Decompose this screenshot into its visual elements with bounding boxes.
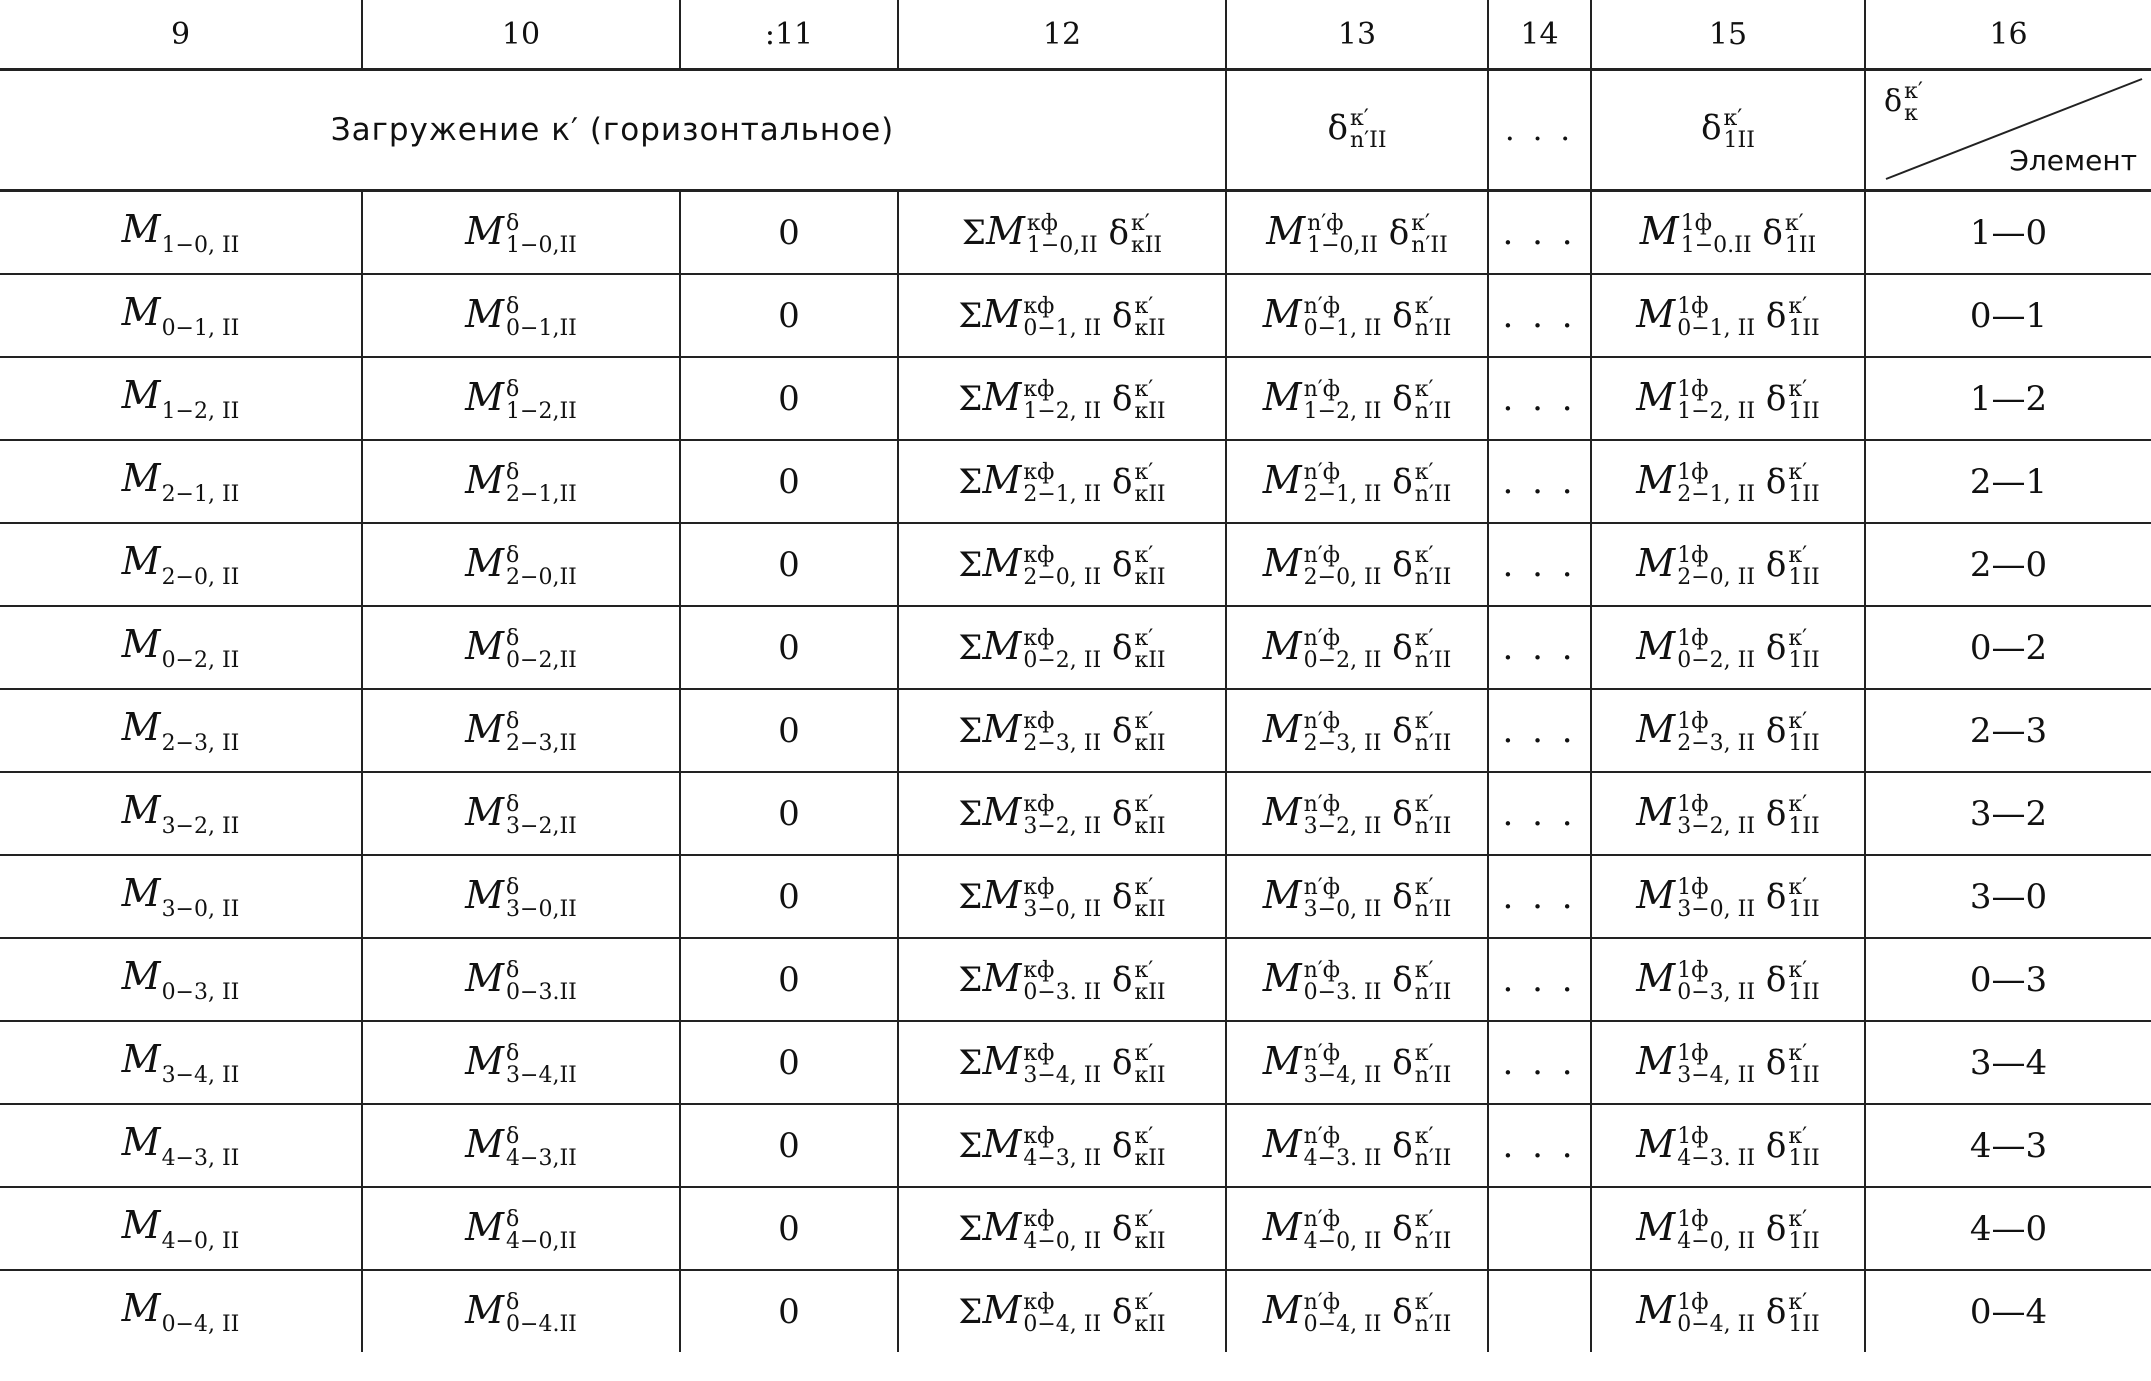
col-number-15: 15 xyxy=(1591,0,1865,70)
cell-ellipsis xyxy=(1488,1187,1591,1270)
cell-product-1: M 1ф 0−3, II δ к′ 1II xyxy=(1591,938,1865,1021)
cell-sum-product: ΣM кф 0−4, II δ к′ кII xyxy=(898,1270,1226,1352)
cell-product-n: M n′ф 0−2, II δ к′ n′II xyxy=(1226,606,1488,689)
cell-moment: $M_{1-0, II}$ xyxy=(0,191,362,275)
cell-zero: 0 xyxy=(680,1104,898,1187)
header-delta-col15: δ к′ 1II xyxy=(1591,70,1865,191)
cell-moment-delta: M δ 0−2,II xyxy=(362,606,680,689)
table-row xyxy=(0,523,2151,606)
cell-sum-product: ΣM кф 1−2, II δ к′ кII xyxy=(898,357,1226,440)
column-number-row xyxy=(0,0,2151,70)
cell-zero: 0 xyxy=(680,523,898,606)
cell-zero: 0 xyxy=(680,606,898,689)
cell-moment-delta: M δ 2−3,II xyxy=(362,689,680,772)
cell-element: 0—4 xyxy=(1865,1270,2151,1352)
cell-moment-delta: M δ 3−2,II xyxy=(362,772,680,855)
corner-delta: δ к′ к xyxy=(1884,79,1923,126)
cell-product-1: M 1ф 3−2, II δ к′ 1II xyxy=(1591,772,1865,855)
cell-moment-delta: M δ 3−4,II xyxy=(362,1021,680,1104)
cell-sum-product: ΣM кф 0−3. II δ к′ кII xyxy=(898,938,1226,1021)
cell-product-n: M n′ф 0−3. II δ к′ n′II xyxy=(1226,938,1488,1021)
cell-moment: $M_{4-0, II}$ xyxy=(0,1187,362,1270)
cell-product-n: M n′ф 3−0, II δ к′ n′II xyxy=(1226,855,1488,938)
cell-sum-product: ΣM кф 2−3, II δ к′ кII xyxy=(898,689,1226,772)
cell-product-n: M n′ф 3−2, II δ к′ n′II xyxy=(1226,772,1488,855)
cell-product-1: M 1ф 1−0.II δ к′ 1II xyxy=(1591,191,1865,275)
cell-ellipsis: . . . xyxy=(1488,440,1591,523)
cell-element: 2—1 xyxy=(1865,440,2151,523)
cell-moment: $M_{1-2, II}$ xyxy=(0,357,362,440)
table-row xyxy=(0,1187,2151,1270)
col-number-9: 9 xyxy=(0,0,362,70)
cell-zero: 0 xyxy=(680,1270,898,1352)
cell-moment: $M_{3-4, II}$ xyxy=(0,1021,362,1104)
table-row xyxy=(0,1270,2151,1352)
col-number-11: :11 xyxy=(680,0,898,70)
cell-element: 4—3 xyxy=(1865,1104,2151,1187)
cell-moment: $M_{2-0, II}$ xyxy=(0,523,362,606)
cell-product-1: M 1ф 3−0, II δ к′ 1II xyxy=(1591,855,1865,938)
table-row xyxy=(0,855,2151,938)
cell-moment: $M_{2-3, II}$ xyxy=(0,689,362,772)
cell-element: 4—0 xyxy=(1865,1187,2151,1270)
cell-product-1: M 1ф 0−1, II δ к′ 1II xyxy=(1591,274,1865,357)
table-row xyxy=(0,772,2151,855)
cell-ellipsis: . . . xyxy=(1488,1021,1591,1104)
cell-product-1: M 1ф 2−0, II δ к′ 1II xyxy=(1591,523,1865,606)
cell-moment-delta: M δ 0−1,II xyxy=(362,274,680,357)
table-row xyxy=(0,606,2151,689)
corner-element-label: Элемент xyxy=(2009,144,2137,177)
cell-sum-product: ΣM кф 3−4, II δ к′ кII xyxy=(898,1021,1226,1104)
cell-product-1: M 1ф 1−2, II δ к′ 1II xyxy=(1591,357,1865,440)
cell-zero: 0 xyxy=(680,274,898,357)
cell-ellipsis: . . . xyxy=(1488,191,1591,275)
cell-zero: 0 xyxy=(680,1187,898,1270)
cell-sum-product: ΣM кф 3−0, II δ к′ кII xyxy=(898,855,1226,938)
cell-moment: $M_{0-2, II}$ xyxy=(0,606,362,689)
cell-moment: $M_{0-4, II}$ xyxy=(121,1286,240,1337)
loading-label: Загружение к′ (горизонтальное) xyxy=(0,70,1226,191)
cell-ellipsis: . . . xyxy=(1488,357,1591,440)
cell-product-1: M 1ф 0−4, II δ к′ 1II xyxy=(1591,1270,1865,1352)
cell-sum-product: ΣM кф 2−0, II δ к′ кII xyxy=(898,523,1226,606)
cell-product-n: M n′ф 2−0, II δ к′ n′II xyxy=(1226,523,1488,606)
cell-moment: $M_{4-3, II}$ xyxy=(0,1104,362,1187)
cell-zero: 0 xyxy=(680,772,898,855)
cell-zero: 0 xyxy=(680,689,898,772)
col-number-16: 16 xyxy=(1865,0,2151,70)
cell-element: 0—3 xyxy=(1865,938,2151,1021)
cell-moment-delta: M δ 0−4.II xyxy=(362,1270,680,1352)
cell-zero: 0 xyxy=(680,1021,898,1104)
cell-zero: 0 xyxy=(680,938,898,1021)
header-row xyxy=(0,70,2151,191)
cell-element: 2—0 xyxy=(1865,523,2151,606)
cell-moment: $M_{3-2, II}$ xyxy=(0,772,362,855)
cell-moment: $M_{3-0, II}$ xyxy=(0,855,362,938)
cell-product-1: M 1ф 0−2, II δ к′ 1II xyxy=(1591,606,1865,689)
table-row xyxy=(0,357,2151,440)
table-row xyxy=(0,1021,2151,1104)
cell-moment-delta: M δ 4−0,II xyxy=(362,1187,680,1270)
cell-moment-delta: M δ 2−0,II xyxy=(362,523,680,606)
cell-product-1: M 1ф 4−0, II δ к′ 1II xyxy=(1591,1187,1865,1270)
cell-moment-delta: M δ 1−2,II xyxy=(362,357,680,440)
cell-ellipsis: . . . xyxy=(1488,1104,1591,1187)
table-row xyxy=(0,191,2151,275)
cell-product-1: M 1ф 2−1, II δ к′ 1II xyxy=(1591,440,1865,523)
cell-moment: $M_{0-3, II}$ xyxy=(0,938,362,1021)
cell-product-1: M 1ф 4−3. II δ к′ 1II xyxy=(1591,1104,1865,1187)
cell-ellipsis: . . . xyxy=(1488,855,1591,938)
cell-ellipsis: . . . xyxy=(1488,689,1591,772)
cell-element: 0—2 xyxy=(1865,606,2151,689)
cell-product-n: M n′ф 0−4, II δ к′ n′II xyxy=(1226,1270,1488,1352)
cell-product-n: M n′ф 2−1, II δ к′ n′II xyxy=(1226,440,1488,523)
cell-ellipsis: . . . xyxy=(1488,772,1591,855)
cell-product-1: M 1ф 2−3, II δ к′ 1II xyxy=(1591,689,1865,772)
cell-moment: $M_{2-1, II}$ xyxy=(0,440,362,523)
cell-sum-product: ΣM кф 4−3, II δ к′ кII xyxy=(898,1104,1226,1187)
header-ellipsis: . . . xyxy=(1488,70,1591,191)
cell-element: 3—0 xyxy=(1865,855,2151,938)
cell-element: 3—4 xyxy=(1865,1021,2151,1104)
cell-product-n: M n′ф 2−3, II δ к′ n′II xyxy=(1226,689,1488,772)
table-row xyxy=(0,938,2151,1021)
cell-product-n: M n′ф 4−3. II δ к′ n′II xyxy=(1226,1104,1488,1187)
cell-sum-product: ΣM кф 4−0, II δ к′ кII xyxy=(898,1187,1226,1270)
corner-header-cell xyxy=(1865,70,2151,191)
cell-sum-product: ΣM кф 0−1, II δ к′ кII xyxy=(898,274,1226,357)
cell-ellipsis: . . . xyxy=(1488,938,1591,1021)
cell-product-1: M 1ф 3−4, II δ к′ 1II xyxy=(1591,1021,1865,1104)
cell-zero: 0 xyxy=(680,440,898,523)
header-delta-col13: δ к′ n′II xyxy=(1226,70,1488,191)
table-row xyxy=(0,440,2151,523)
table-row xyxy=(0,689,2151,772)
cell-product-n: M n′ф 1−0,II δ к′ n′II xyxy=(1226,191,1488,275)
cell-moment-delta: M δ 2−1,II xyxy=(362,440,680,523)
table-row xyxy=(0,274,2151,357)
cell-zero: 0 xyxy=(680,855,898,938)
cell-element: 1—0 xyxy=(1865,191,2151,275)
cell-ellipsis: . . . xyxy=(1488,523,1591,606)
cell-ellipsis: . . . xyxy=(1488,606,1591,689)
cell-sum-product: ΣM кф 0−2, II δ к′ кII xyxy=(898,606,1226,689)
cell-moment-delta: M δ 0−3.II xyxy=(362,938,680,1021)
cell-moment-delta: M δ 1−0,II xyxy=(362,191,680,275)
table-row xyxy=(0,1104,2151,1187)
cell-sum-product: ΣM кф 1−0,II δ к′ кII xyxy=(898,191,1226,275)
cell-product-n: M n′ф 4−0, II δ к′ n′II xyxy=(1226,1187,1488,1270)
cell-ellipsis: . . . xyxy=(1488,274,1591,357)
col-number-14: 14 xyxy=(1488,0,1591,70)
cell-ellipsis xyxy=(1488,1270,1591,1352)
cell-product-n: M n′ф 0−1, II δ к′ n′II xyxy=(1226,274,1488,357)
cell-element: 2—3 xyxy=(1865,689,2151,772)
cell-product-n: M n′ф 3−4, II δ к′ n′II xyxy=(1226,1021,1488,1104)
cell-zero: 0 xyxy=(680,357,898,440)
col-number-13: 13 xyxy=(1226,0,1488,70)
cell-zero: 0 xyxy=(680,191,898,275)
cell-element: 1—2 xyxy=(1865,357,2151,440)
cell-product-n: M n′ф 1−2, II δ к′ n′II xyxy=(1226,357,1488,440)
cell-sum-product: ΣM кф 2−1, II δ к′ кII xyxy=(898,440,1226,523)
cell-moment-delta: M δ 3−0,II xyxy=(362,855,680,938)
cell-element: 0—1 xyxy=(1865,274,2151,357)
cell-moment: $M_{0-1, II}$ xyxy=(0,274,362,357)
col-number-10: 10 xyxy=(362,0,680,70)
col-number-12: 12 xyxy=(898,0,1226,70)
cell-sum-product: ΣM кф 3−2, II δ к′ кII xyxy=(898,772,1226,855)
cell-moment-delta: M δ 4−3,II xyxy=(362,1104,680,1187)
cell-element: 3—2 xyxy=(1865,772,2151,855)
